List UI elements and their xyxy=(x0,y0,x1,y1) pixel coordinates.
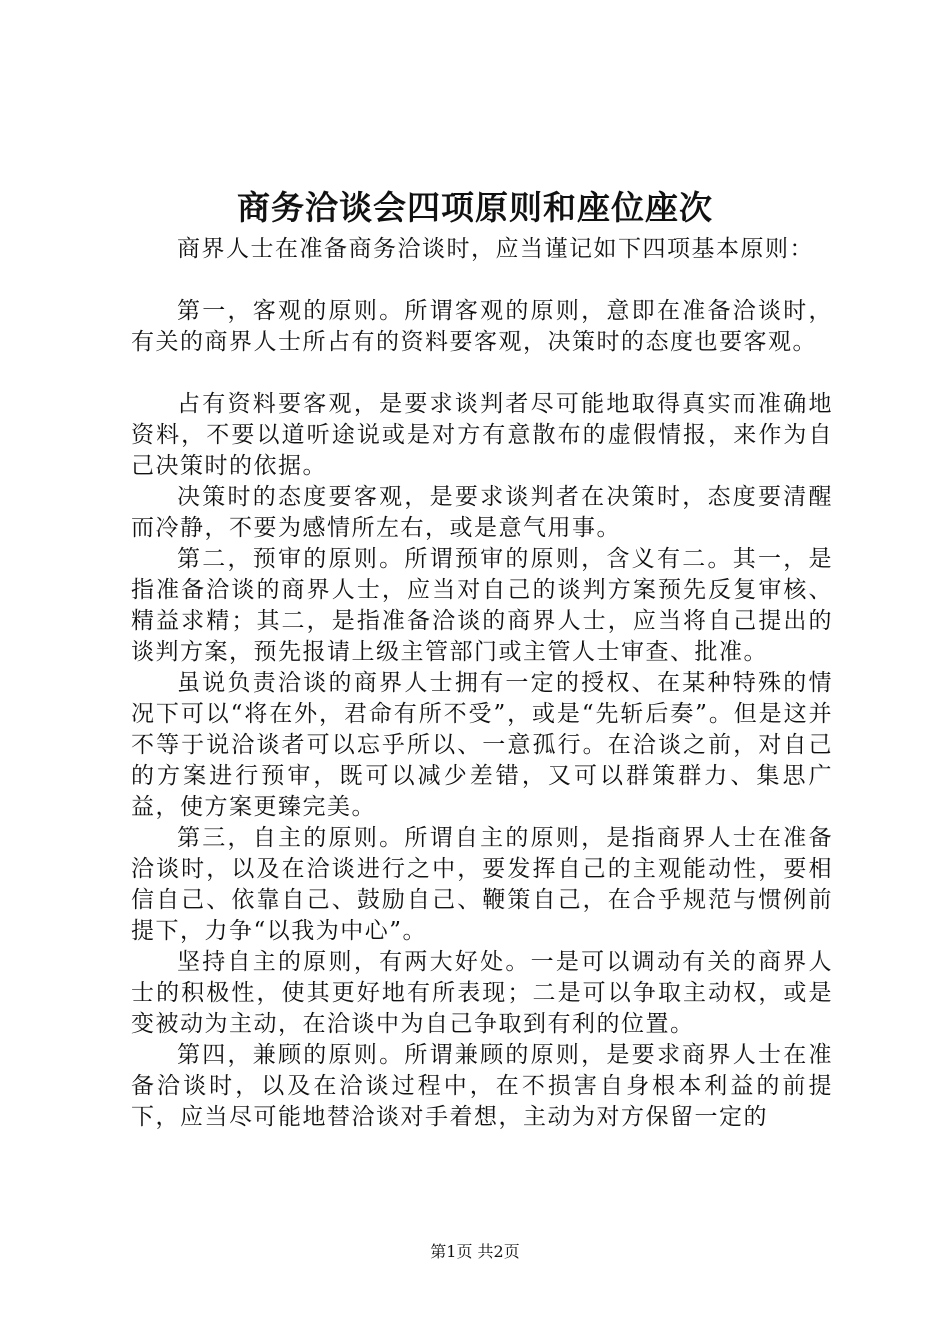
paragraph-principle-2: 第二，预审的原则。所谓预审的原则，含义有二。其一，是指准备洽谈的商界人士，应当对自己的谈判方案预先反复审核、精益求精；其二，是指准备洽谈的商界人士，应当将自己提出的谈判方案，预先报请上级主管部门或主管人士审查、批准。 xyxy=(131,546,833,665)
page-footer: 第1页 共2页 xyxy=(430,1242,520,1261)
paragraph-principle-4: 第四，兼顾的原则。所谓兼顾的原则，是要求商界人士在准备洽谈时，以及在洽谈过程中，在不损害自身根本利益的前提下，应当尽可能地替洽谈对手着想，主动为对方保留一定的 xyxy=(131,1042,833,1130)
paragraph-intro: 商界人士在准备商务洽谈时，应当谨记如下四项基本原则： xyxy=(177,236,814,262)
paragraph-principle-2-detail: 虽说负责洽谈的商界人士拥有一定的授权、在某种特殊的情况下可以“将在外，君命有所不受”，或是“先斩后奏”。但是这并不等于说洽谈者可以忘乎所以、一意孤行。在洽谈之前，对自己的方案进行预审，既可以减少差错，又可以群策群力、集思广益，使方案更臻完美。 xyxy=(131,670,833,820)
paragraph-spacer xyxy=(131,358,833,389)
paragraph-principle-1-detail-b: 决策时的态度要客观，是要求谈判者在决策时，态度要清醒而冷静，不要为感情所左右，或是意气用事。 xyxy=(131,484,833,541)
paragraph-principle-1-detail-a: 占有资料要客观，是要求谈判者尽可能地取得真实而准确地资料，不要以道听途说或是对方有意散布的虚假情报，来作为自己决策时的依据。 xyxy=(131,391,833,479)
paragraph-principle-3-detail: 坚持自主的原则，有两大好处。一是可以调动有关的商界人士的积极性，使其更好地有所表现；二是可以争取主动权，或是变被动为主动，在洽谈中为自己争取到有利的位置。 xyxy=(131,949,833,1037)
paragraph-principle-1: 第一，客观的原则。所谓客观的原则，意即在准备洽谈时，有关的商界人士所占有的资料要客观，决策时的态度也要客观。 xyxy=(131,298,833,355)
document-title: 商务洽谈会四项原则和座位座次 xyxy=(237,188,713,227)
paragraph-spacer xyxy=(131,265,833,296)
document-body xyxy=(131,234,833,1133)
paragraph-principle-3: 第三，自主的原则。所谓自主的原则，是指商界人士在准备洽谈时，以及在洽谈进行之中，要发挥自己的主观能动性，要相信自己、依靠自己、鼓励自己、鞭策自己，在合乎规范与惯例前提下，力争“以我为中心”。 xyxy=(131,825,833,944)
